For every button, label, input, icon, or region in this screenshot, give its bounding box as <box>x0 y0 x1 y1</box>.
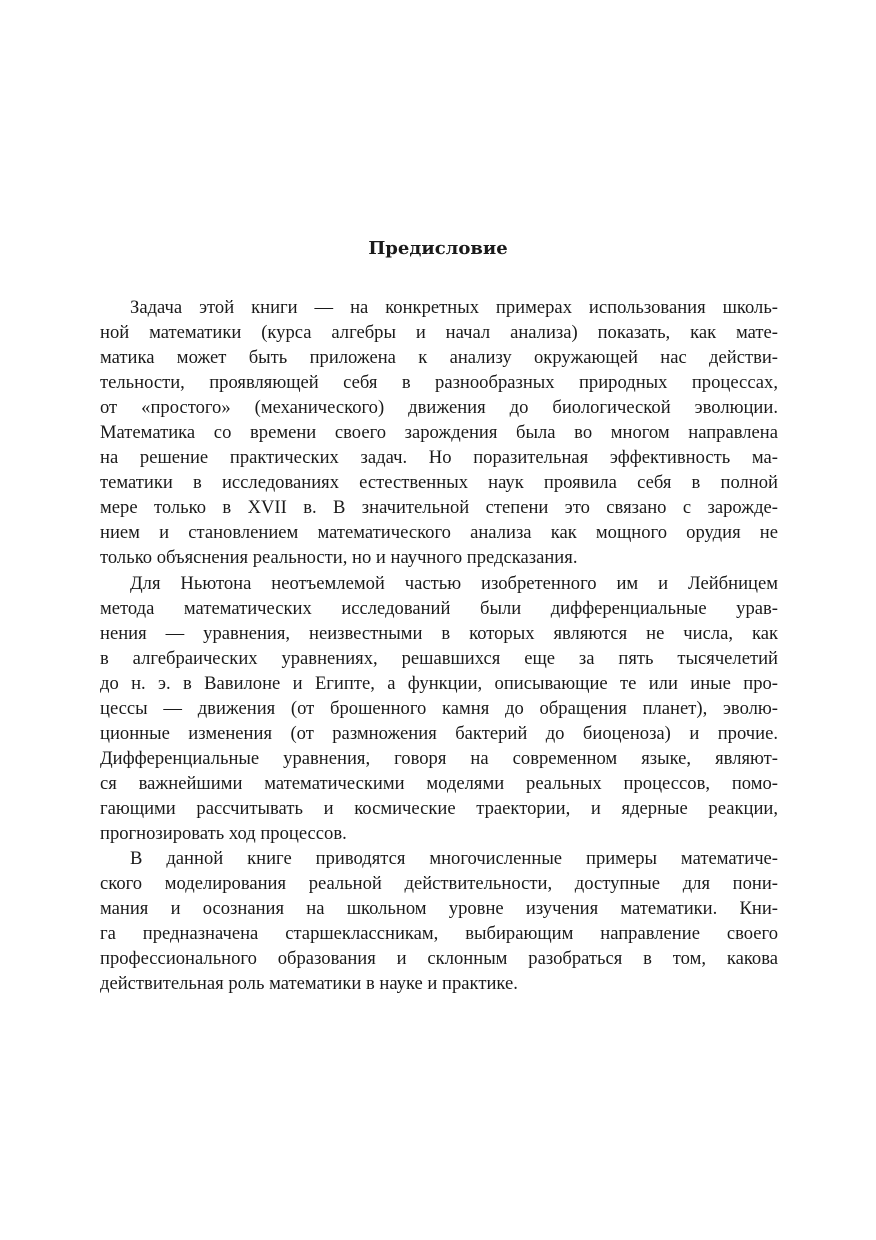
text-line: ной математики (курса алгебры и начал анализа) показать, как мате- <box>100 322 778 344</box>
text-line: га предназначена старшеклассникам, выбирающим направление своего <box>100 923 778 945</box>
paragraph-3 <box>100 846 778 996</box>
body-text <box>100 295 778 996</box>
text-line: мания и осознания на школьном уровне изучения математики. Кни- <box>100 898 778 920</box>
text-line: тематики в исследованиях естественных наук проявила себя в полной <box>100 472 778 494</box>
text-line: до н. э. в Вавилоне и Египте, а функции, описывающие те или иные про- <box>100 672 778 694</box>
text-line: гающими рассчитывать и космические траектории, и ядерные реакции, <box>100 797 778 819</box>
text-line: Задача этой книги — на конкретных примерах использования школь- <box>130 297 778 318</box>
text-line: мере только в XVII в. В значительной степени это связано с зарожде- <box>100 497 778 519</box>
page-title: Предисловие <box>368 238 508 259</box>
text-line: нием и становлением математического анализа как мощного орудия не <box>100 522 778 544</box>
paragraph-2 <box>100 571 778 847</box>
text-line: ционные изменения (от размножения бактерий до биоценоза) и прочие. <box>100 722 778 744</box>
text-line: метода математических исследований были дифференциальные урав- <box>100 597 778 619</box>
text-line: матика может быть приложена к анализу окружающей нас действи- <box>100 347 778 369</box>
text-line: действительная роль математики в науке и практике. <box>100 973 518 995</box>
text-line: в алгебраических уравнениях, решавшихся еще за пять тысячелетий <box>100 647 778 669</box>
text-line: на решение практических задач. Но поразительная эффективность ма- <box>100 447 778 469</box>
text-line: профессионального образования и склонным разобраться в том, какова <box>100 948 778 970</box>
text-line: от «простого» (механического) движения до биологической эволюции. <box>100 397 778 419</box>
paragraph-1 <box>100 295 778 571</box>
text-line: ского моделирования реальной действительности, доступные для пони- <box>100 873 778 895</box>
text-line: только объяснения реальности, но и научного предсказания. <box>100 547 578 569</box>
text-line: нения — уравнения, неизвестными в которых являются не числа, как <box>100 622 778 644</box>
text-line: тельности, проявляющей себя в разнообразных природных процессах, <box>100 372 778 394</box>
text-line: прогнозировать ход процессов. <box>100 822 347 844</box>
text-line: цессы — движения (от брошенного камня до обращения планет), эволю- <box>100 697 778 719</box>
text-line: Дифференциальные уравнения, говоря на современном языке, являют- <box>100 747 778 769</box>
text-line: ся важнейшими математическими моделями реальных процессов, помо- <box>100 772 778 794</box>
text-line: Для Ньютона неотъемлемой частью изобретенного им и Лейбницем <box>130 572 778 594</box>
text-line: Математика со времени своего зарождения была во многом направлена <box>100 422 778 444</box>
text-line: В данной книге приводятся многочисленные примеры математиче- <box>130 848 778 870</box>
